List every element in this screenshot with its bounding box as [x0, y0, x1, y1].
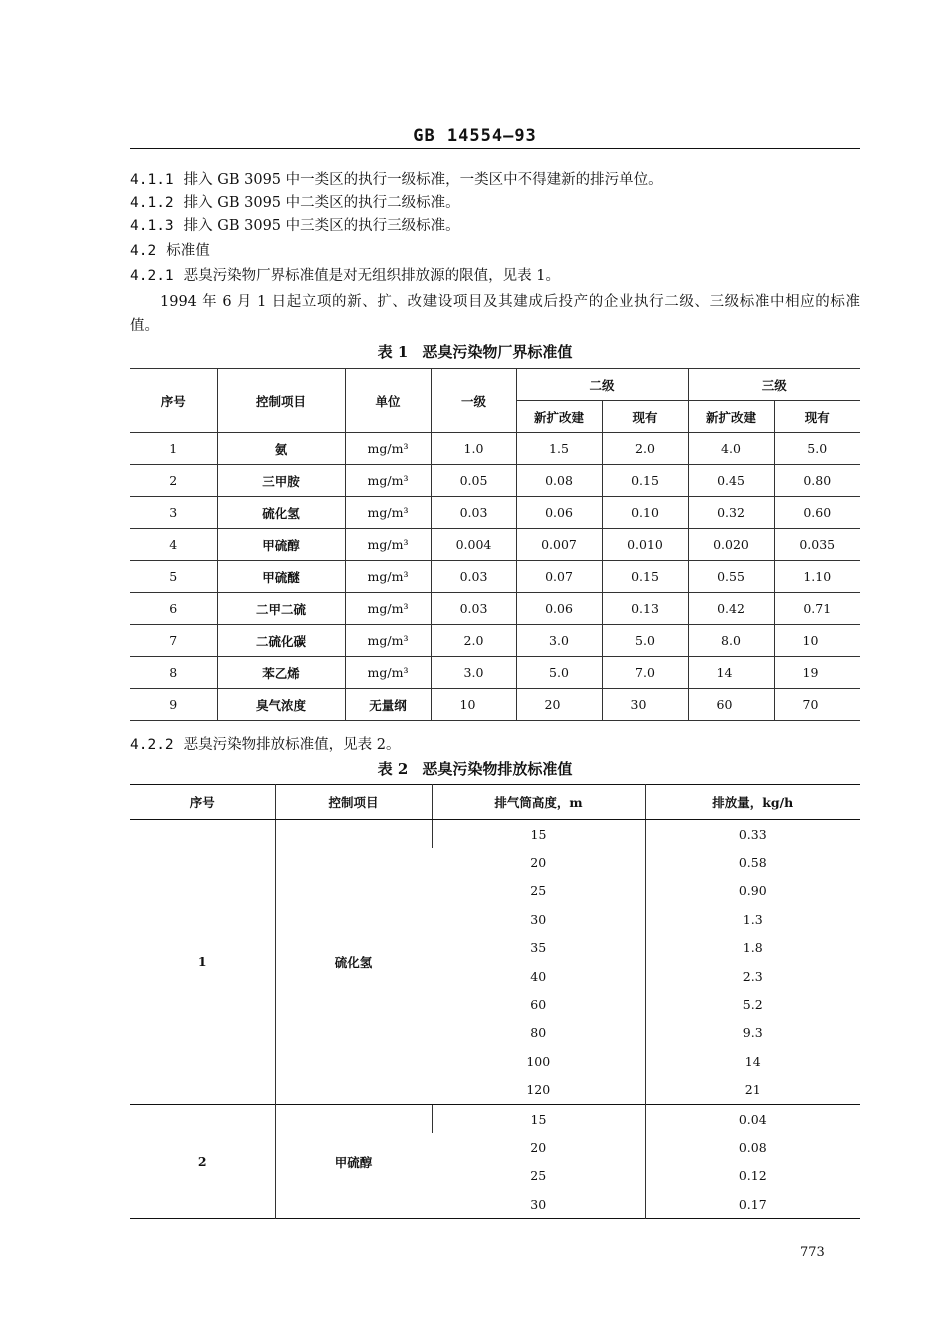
col-header-seq: 序号 [130, 369, 217, 433]
cell-seq: 9 [130, 689, 217, 721]
cell-grade1: 0.004 [431, 529, 516, 561]
cell-emission-rate: 14 [645, 1047, 860, 1075]
cell-emission-rate: 0.12 [645, 1162, 860, 1190]
col-header-grade2-new: 新扩改建 [516, 401, 602, 433]
cell-grade2-existing: 0.13 [602, 593, 688, 625]
cell-grade2-existing: 0.10 [602, 497, 688, 529]
cell-grade3-existing: 0.80 [774, 465, 860, 497]
boundary-standard-table [130, 368, 860, 721]
cell-grade3-existing: 10 [774, 625, 860, 657]
clause-4-1-3 [130, 216, 860, 236]
col-header-stack-height: 排气筒高度，m [432, 785, 645, 820]
cell-seq: 2 [130, 465, 217, 497]
cell-grade2-existing: 0.010 [602, 529, 688, 561]
clause-number: 4.1.2 [130, 195, 174, 211]
cell-emission-rate: 0.04 [645, 1104, 860, 1133]
cell-stack-height: 20 [530, 855, 547, 871]
table2-caption-number: 表 2 [377, 760, 409, 778]
col-header-grade1: 一级 [431, 369, 516, 433]
cell-unit: 无量纲 [345, 689, 431, 721]
cell-grade3-new: 4.0 [688, 433, 774, 465]
cell-stack-height: 80 [530, 1025, 547, 1041]
cell-grade3-existing: 0.035 [774, 529, 860, 561]
cell-emission-rate: 1.3 [645, 905, 860, 933]
col-header-unit: 单位 [345, 369, 431, 433]
cell-grade3-existing: 19 [774, 657, 860, 689]
clause-4-2-1 [130, 266, 860, 286]
cell-seq: 1 [130, 433, 217, 465]
table-row [130, 689, 860, 721]
table-row [130, 433, 860, 465]
cell-seq: 3 [130, 497, 217, 529]
cell-item: 硫化氢 [275, 820, 432, 1105]
clause-4-1-2 [130, 193, 860, 213]
cell-grade2-new: 1.5 [516, 433, 602, 465]
cell-stack-height: 30 [530, 911, 547, 927]
clause-text: 标准值 [166, 243, 210, 259]
col-header-grade3-new: 新扩改建 [688, 401, 774, 433]
clause-number: 4.2.1 [130, 268, 174, 284]
cell-grade3-existing: 0.60 [774, 497, 860, 529]
cell-grade1: 0.03 [431, 497, 516, 529]
table-row [130, 657, 860, 689]
cell-seq: 8 [130, 657, 217, 689]
cell-item: 甲硫醇 [217, 529, 345, 561]
cell-grade3-new: 0.45 [688, 465, 774, 497]
cell-grade1: 2.0 [431, 625, 516, 657]
col-header-grade2-existing: 现有 [602, 401, 688, 433]
cell-item: 二甲二硫 [217, 593, 345, 625]
cell-grade3-new: 0.55 [688, 561, 774, 593]
cell-grade1: 10 [431, 689, 516, 721]
clause-number: 4.2.2 [130, 737, 174, 753]
cell-grade1: 0.03 [431, 593, 516, 625]
cell-grade2-new: 3.0 [516, 625, 602, 657]
cell-grade2-existing: 30 [602, 689, 688, 721]
cell-unit: mg/m³ [345, 625, 431, 657]
cell-emission-rate: 0.58 [645, 848, 860, 876]
cell-item: 苯乙烯 [217, 657, 345, 689]
clause-number: 4.1.3 [130, 218, 174, 234]
cell-seq: 7 [130, 625, 217, 657]
cell-grade3-existing: 0.71 [774, 593, 860, 625]
table1-caption [0, 341, 950, 362]
cell-emission-rate: 5.2 [645, 990, 860, 1018]
cell-stack-height: 120 [526, 1082, 551, 1098]
clause-4-1-1 [130, 170, 860, 190]
table-row [130, 820, 860, 849]
standard-code-header: GB 14554—93 [413, 126, 537, 146]
table2-caption [0, 758, 950, 779]
clause-text: 排入 GB 3095 中三类区的执行三级标准。 [183, 218, 460, 234]
cell-unit: mg/m³ [345, 465, 431, 497]
cell-emission-rate: 9.3 [645, 1019, 860, 1047]
cell-seq: 2 [130, 1104, 275, 1219]
clause-text: 排入 GB 3095 中二类区的执行二级标准。 [183, 195, 460, 211]
cell-emission-rate: 0.90 [645, 877, 860, 905]
table-row [130, 1104, 860, 1133]
cell-grade2-new: 0.07 [516, 561, 602, 593]
cell-grade2-existing: 7.0 [602, 657, 688, 689]
cell-grade2-new: 20 [516, 689, 602, 721]
cell-emission-rate: 21 [645, 1076, 860, 1105]
col-header-grade3: 三级 [688, 369, 860, 401]
clause-text: 恶臭污染物厂界标准值是对无组织排放源的限值，见表 1。 [183, 268, 560, 284]
col-header-grade3-existing: 现有 [774, 401, 860, 433]
clause-4-2 [130, 241, 860, 261]
cell-grade1: 3.0 [431, 657, 516, 689]
cell-seq: 1 [197, 954, 207, 970]
cell-item: 臭气浓度 [217, 689, 345, 721]
cell-grade2-existing: 5.0 [602, 625, 688, 657]
cell-grade2-existing: 0.15 [602, 561, 688, 593]
cell-unit: mg/m³ [345, 433, 431, 465]
cell-unit: mg/m³ [345, 497, 431, 529]
table-row [130, 593, 860, 625]
cell-grade3-new: 0.42 [688, 593, 774, 625]
cell-stack-height: 20 [530, 1139, 547, 1155]
cell-grade3-existing: 1.10 [774, 561, 860, 593]
cell-emission-rate: 2.3 [645, 962, 860, 990]
col-header-emission-rate: 排放量，kg/h [645, 785, 860, 820]
cell-grade1: 0.05 [431, 465, 516, 497]
cell-grade2-new: 0.08 [516, 465, 602, 497]
cell-emission-rate: 0.08 [645, 1133, 860, 1161]
cell-item: 甲硫醇 [275, 1104, 432, 1219]
cell-grade3-new: 14 [688, 657, 774, 689]
cell-stack-height: 35 [530, 940, 547, 956]
cell-unit: mg/m³ [345, 529, 431, 561]
clause-text: 恶臭污染物排放标准值，见表 2。 [183, 737, 401, 753]
cell-seq: 6 [130, 593, 217, 625]
cell-item: 硫化氢 [217, 497, 345, 529]
cell-item: 二硫化碳 [217, 625, 345, 657]
table-row [130, 497, 860, 529]
clause-text: 排入 GB 3095 中一类区的执行一级标准，一类区中不得建新的排污单位。 [183, 172, 663, 188]
cell-stack-height: 40 [530, 968, 547, 984]
effective-date-paragraph: 1994 年 6 月 1 日起立项的新、扩、改建设项目及其建成后投产的企业执行二级、三级标准中相应的标准值。 [130, 294, 860, 334]
cell-unit: mg/m³ [345, 561, 431, 593]
col-header-item: 控制项目 [217, 369, 345, 433]
table-row [130, 561, 860, 593]
cell-stack-height: 30 [530, 1196, 547, 1212]
table-row [130, 465, 860, 497]
cell-grade3-existing: 70 [774, 689, 860, 721]
cell-grade1: 0.03 [431, 561, 516, 593]
cell-stack-height: 100 [526, 1053, 551, 1069]
cell-grade2-new: 0.007 [516, 529, 602, 561]
cell-stack-height: 15 [432, 1104, 645, 1133]
cell-item: 氨 [217, 433, 345, 465]
cell-stack-height: 25 [530, 883, 547, 899]
col-header-seq: 序号 [130, 785, 275, 820]
table1-caption-number: 表 1 [377, 343, 409, 361]
cell-unit: mg/m³ [345, 657, 431, 689]
cell-seq: 4 [130, 529, 217, 561]
cell-grade3-new: 60 [688, 689, 774, 721]
cell-grade2-existing: 0.15 [602, 465, 688, 497]
cell-emission-rate: 0.33 [645, 820, 860, 849]
cell-emission-rate: 0.17 [645, 1190, 860, 1219]
clause-number: 4.2 [130, 243, 157, 259]
clause-4-2-2 [130, 735, 860, 755]
cell-item: 甲硫醚 [217, 561, 345, 593]
cell-grade2-existing: 2.0 [602, 433, 688, 465]
cell-stack-height: 60 [530, 997, 547, 1013]
cell-grade2-new: 0.06 [516, 497, 602, 529]
table1-caption-title: 恶臭污染物厂界标准值 [422, 343, 573, 361]
cell-grade3-new: 8.0 [688, 625, 774, 657]
cell-item: 三甲胺 [217, 465, 345, 497]
cell-stack-height: 15 [432, 820, 645, 849]
cell-unit: mg/m³ [345, 593, 431, 625]
table-row [130, 625, 860, 657]
header-rule [130, 148, 860, 149]
cell-emission-rate: 1.8 [645, 934, 860, 962]
cell-grade3-new: 0.32 [688, 497, 774, 529]
table2-caption-title: 恶臭污染物排放标准值 [422, 760, 573, 778]
cell-grade2-new: 5.0 [516, 657, 602, 689]
col-header-item: 控制项目 [275, 785, 432, 820]
page-number: 773 [800, 1245, 825, 1260]
cell-grade3-existing: 5.0 [774, 433, 860, 465]
table-row [130, 529, 860, 561]
cell-grade3-new: 0.020 [688, 529, 774, 561]
cell-grade1: 1.0 [431, 433, 516, 465]
cell-seq: 5 [130, 561, 217, 593]
cell-stack-height: 25 [530, 1168, 547, 1184]
cell-grade2-new: 0.06 [516, 593, 602, 625]
emission-standard-table [130, 784, 860, 1219]
clause-number: 4.1.1 [130, 172, 174, 188]
col-header-grade2: 二级 [516, 369, 688, 401]
